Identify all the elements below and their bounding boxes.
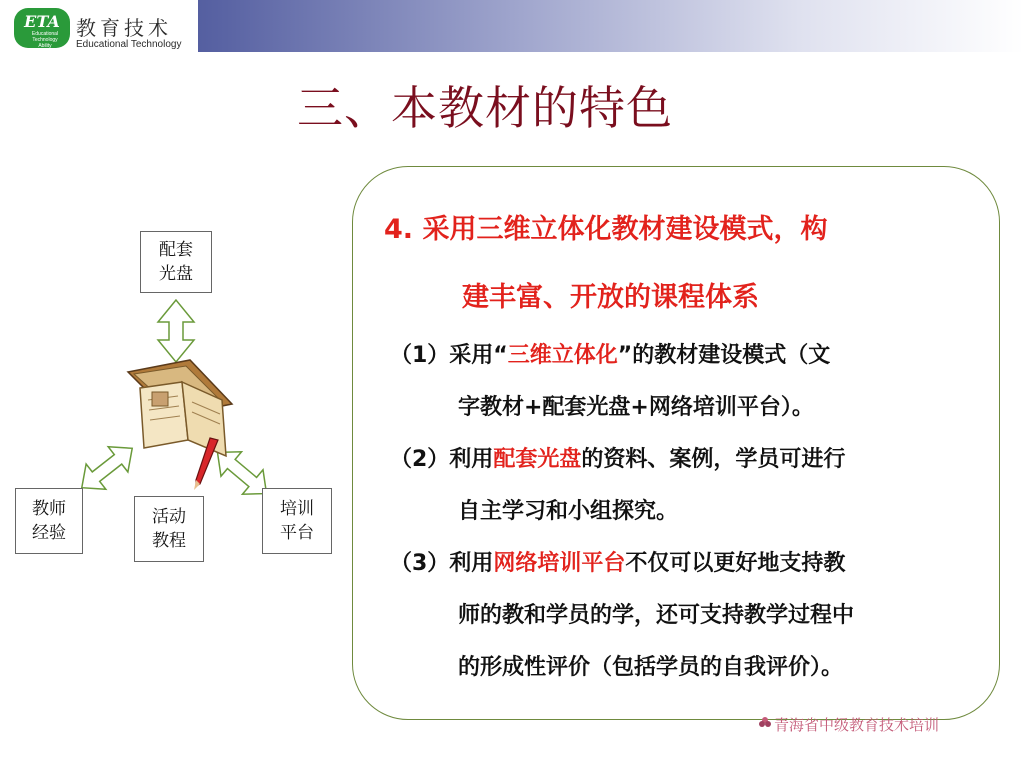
diagram-box-cd: 配套光盘 [140, 231, 212, 293]
double-arrow-vertical-icon [158, 300, 194, 362]
list-item-1: （1）采用“三维立体化”的教材建设模式（文 字教材+配套光盘+网络培训平台）。 [390, 343, 831, 420]
footer-text: 青海省中级教育技术培训 [774, 716, 940, 734]
heading-line-1: 4. 采用三维立体化教材建设模式，构 [384, 214, 828, 245]
svg-text:Ability: Ability [38, 43, 52, 49]
svg-text:Technology: Technology [32, 37, 58, 43]
logo-english-text: Educational Technology [76, 39, 182, 50]
highlight-cd: 配套光盘 [493, 447, 582, 472]
diagram-box-activity-tutorial: 活动教程 [134, 496, 204, 562]
highlight-network-platform: 网络培训平台 [493, 551, 626, 576]
logo [0, 0, 198, 52]
logo-chinese-text: 教育技术 [76, 16, 172, 40]
list-item-2: （2）利用配套光盘的资料、案例，学员可进行 自主学习和小组探究。 [390, 447, 846, 524]
heading-line-2: 建丰富、开放的课程体系 [462, 282, 759, 313]
svg-text:ETA: ETA [24, 12, 60, 31]
svg-text:Educational: Educational [31, 31, 59, 37]
list-item-3: （3）利用网络培训平台不仅可以更好地支持教 师的教和学员的学，还可支持教学过程中 的形成性评价（包括学员的自我评价）。 [390, 551, 855, 680]
diagram-box-training-platform: 培训平台 [262, 488, 332, 554]
highlight-3d: 三维立体化 [507, 343, 618, 368]
section-heading [384, 196, 984, 332]
eta-logo-icon [14, 8, 70, 52]
book-pencil-icon [128, 360, 232, 490]
flower-icon [758, 716, 772, 730]
diagram-box-teacher-experience: 教师经验 [15, 488, 83, 554]
page-title: 三、本教材的特色 [297, 81, 673, 135]
